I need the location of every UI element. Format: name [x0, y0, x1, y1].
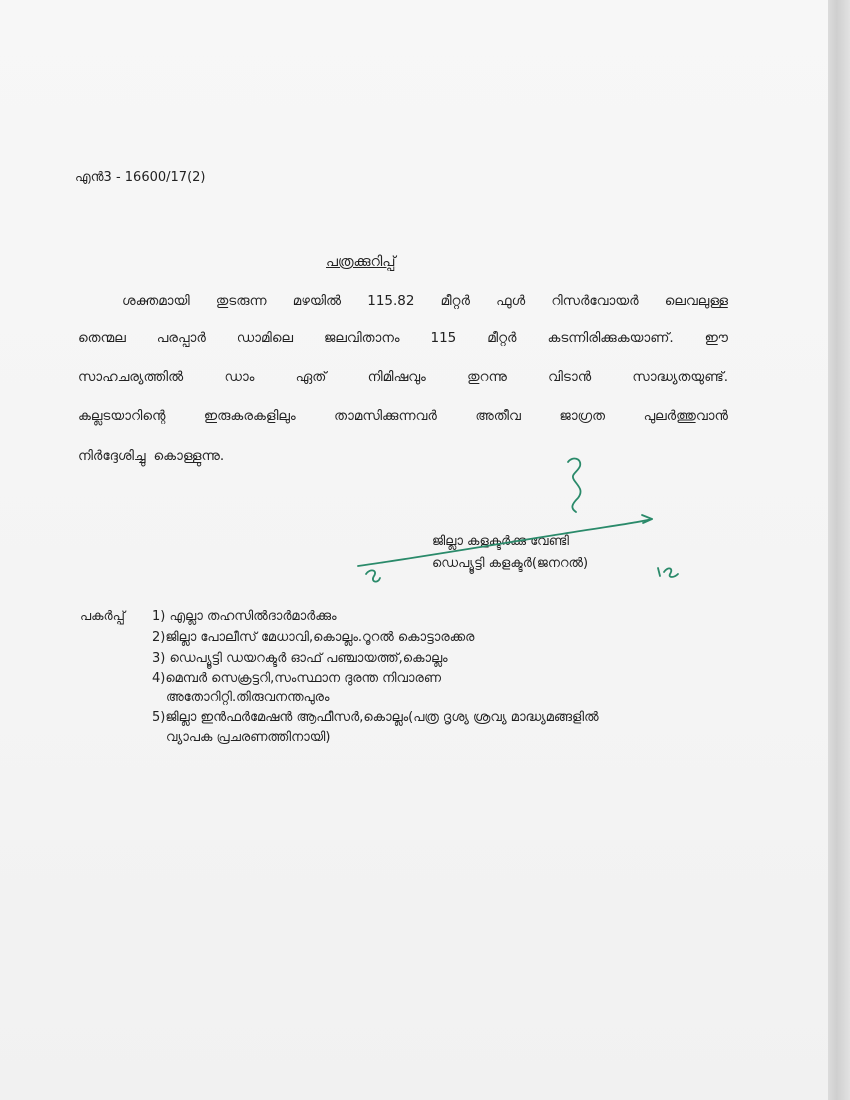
copy-to-label: പകർപ്പ് — [80, 609, 125, 624]
body-word: അതീവ — [475, 408, 521, 424]
body-word: ഇരുകരകളിലും — [203, 408, 296, 424]
body-word: 115 — [430, 330, 457, 346]
body-word: മഴയിൽ — [292, 293, 342, 309]
body-word: ലെവലുള്ള — [664, 293, 728, 309]
body-word: സാഹചര്യത്തിൽ — [78, 369, 184, 385]
body-word: റിസർവോയർ — [551, 293, 639, 309]
body-word: തുറന്നു — [467, 369, 507, 385]
body-word: ഡാമിലെ — [236, 330, 294, 346]
body-word: ശക്തമായി — [122, 293, 190, 309]
copy-to-item: 5)ജില്ലാ ഇൻഫർമേഷൻ ആഫീസർ,കൊല്ലം(പത്ര ദൃശ്യ ശ്രവ്യ മാദ്ധ്യമങ്ങളിൽ — [152, 710, 599, 725]
page-title: പത്രക്കുറിപ്പ് — [326, 254, 396, 270]
scan-edge — [828, 0, 850, 1100]
body-line — [78, 408, 728, 424]
body-word: മീറ്റർ — [487, 330, 517, 346]
body-line — [122, 293, 728, 309]
body-word: ഈ — [704, 330, 728, 346]
body-word: പരപ്പാർ — [156, 330, 206, 346]
copy-to-item: അതോറിറ്റി.തിരുവനന്തപുരം — [166, 690, 330, 705]
body-word: തെന്മല — [78, 330, 126, 346]
copy-to-item: വ്യാപക പ്രചരണത്തിനായി) — [166, 730, 331, 745]
copy-to-item: 4)മെമ്പർ സെക്രട്ടറി,സംസ്ഥാന ദുരന്ത നിവാരണ — [152, 671, 442, 686]
reference-number: എൻ3 - 16600/17(2) — [75, 170, 206, 185]
signature-line-1: ജില്ലാ കളക്ടർക്കു വേണ്ടി — [432, 534, 569, 549]
signature-line-2: ഡെപ്യൂട്ടി കളക്ടർ(ജനറൽ) — [432, 556, 589, 571]
body-word: വിടാൻ — [548, 369, 592, 385]
body-word: ഏത് — [295, 369, 327, 385]
body-word: കല്ലടയാറിന്റെ — [78, 408, 166, 424]
body-word: നിർദ്ദേശിച്ചു — [78, 448, 146, 464]
body-word: ഡാം — [224, 369, 255, 385]
body-word: കൊള്ളുന്നു. — [153, 448, 225, 464]
copy-to-item: 3) ഡെപ്യൂട്ടി ഡയറക്ടർ ഓഫ് പഞ്ചായത്ത്,കൊല്ലം — [152, 651, 448, 666]
body-word: നിമിഷവും — [367, 369, 426, 385]
body-line — [78, 369, 728, 385]
body-word: ജലവിതാനം — [323, 330, 400, 346]
body-word: തുടരുന്ന — [215, 293, 267, 309]
copy-to-item: 2)ജില്ലാ പോലീസ് മേധാവി,കൊല്ലം.റൂറൽ കൊട്ടാരക്കര — [152, 630, 475, 645]
body-line — [78, 330, 728, 346]
body-word: മീറ്റർ — [440, 293, 470, 309]
body-word: പുലർത്തുവാൻ — [643, 408, 728, 424]
body-word: ഫുൾ — [496, 293, 526, 309]
body-word: 115.82 — [367, 293, 415, 309]
body-word: കടന്നിരിക്കുകയാണ്. — [547, 330, 674, 346]
copy-to-item: 1) എല്ലാ തഹസിൽദാർമാർക്കും — [152, 609, 337, 624]
body-word: സാദ്ധ്യതയുണ്ട്. — [632, 369, 728, 385]
body-line — [78, 448, 728, 464]
body-word: ജാഗ്രത — [559, 408, 606, 424]
body-word: താമസിക്കുന്നവർ — [334, 408, 437, 424]
